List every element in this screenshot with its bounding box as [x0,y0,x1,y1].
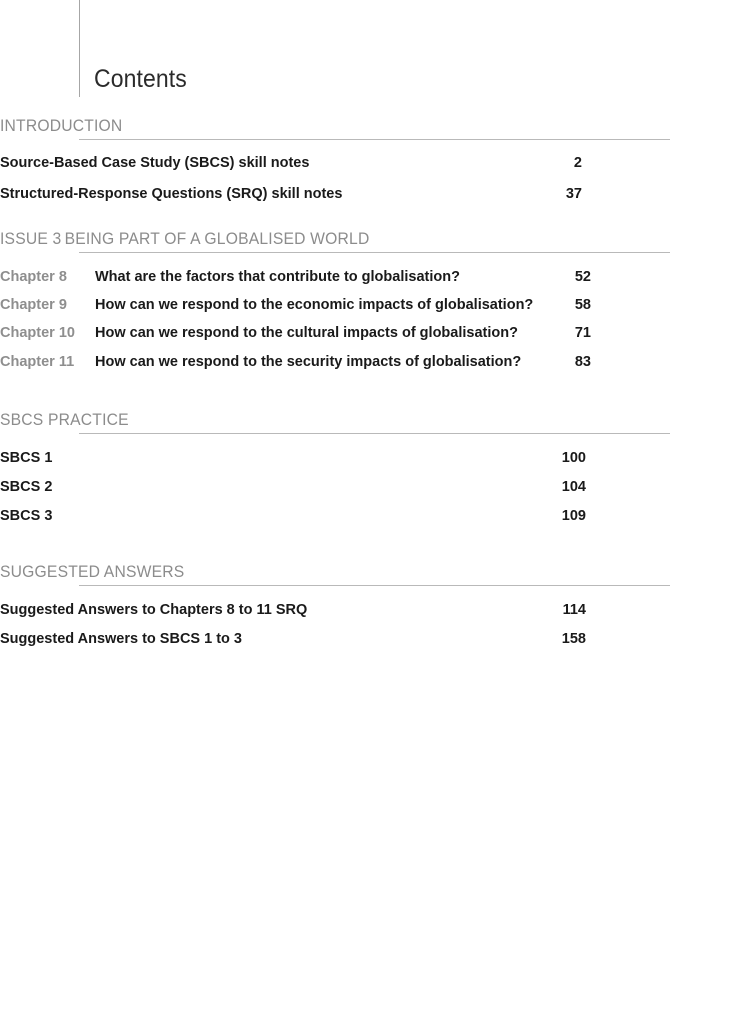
toc-entry-title: What are the factors that contribute to globalisation? [95,269,460,285]
toc-entry-page: 158 [561,631,586,647]
toc-entry-page: 37 [565,186,582,202]
toc-entry[interactable] [0,322,591,344]
toc-entry[interactable] [0,628,591,650]
heading-vertical-rule [79,0,80,97]
toc-entry-page: 2 [573,155,582,171]
toc-entry[interactable] [0,183,591,205]
toc-entry-title: Source-Based Case Study (SBCS) skill notes [0,155,310,171]
section-rule-suggested-answers [79,585,670,586]
toc-entry-title: Suggested Answers to Chapters 8 to 11 SRQ [0,602,308,618]
toc-entry[interactable] [0,266,591,288]
toc-entry-page: 83 [574,354,591,370]
toc-entry-page: 100 [561,450,586,466]
toc-entry-page: 71 [574,325,591,341]
toc-entry-chapter: Chapter 9 [0,297,67,313]
toc-entry-page: 104 [561,479,586,495]
toc-entry-chapter: Chapter 10 [0,325,75,341]
toc-entry-title: SBCS 2 [0,479,53,495]
section-header-introduction [0,116,561,136]
toc-entry[interactable] [0,294,591,316]
section-rule-sbcs-practice [79,433,670,434]
toc-entry-page: 114 [562,602,586,618]
toc-entry[interactable] [0,599,591,621]
toc-entry-title: SBCS 3 [0,508,53,524]
section-title-sbcs-practice: SBCS PRACTICE [0,411,129,429]
toc-entry-title: SBCS 1 [0,450,53,466]
toc-entry-title: Structured-Response Questions (SRQ) skill notes [0,186,343,202]
page-title: Contents [94,65,187,93]
toc-entry-chapter: Chapter 8 [0,269,67,285]
toc-entry-page: 109 [561,508,586,524]
section-issue-number: ISSUE 3 [0,230,62,248]
toc-entry[interactable] [0,351,591,373]
toc-entry[interactable] [0,505,591,527]
toc-entry-chapter: Chapter 11 [0,354,75,370]
toc-entry-title: Suggested Answers to SBCS 1 to 3 [0,631,242,647]
toc-entry[interactable] [0,476,591,498]
section-header-sbcs-practice [0,410,561,430]
toc-entry-page: 52 [574,269,591,285]
section-title-issue-3: BEING PART OF A GLOBALISED WORLD [64,230,370,248]
toc-entry-page: 58 [574,297,591,313]
toc-entry-title: How can we respond to the economic impacts of globalisation? [95,297,534,313]
toc-entry[interactable] [0,447,591,469]
toc-entry[interactable] [0,152,591,174]
section-header-issue-3 [0,229,561,249]
section-title-introduction: INTRODUCTION [0,117,123,135]
section-rule-introduction [79,139,670,140]
toc-entry-title: How can we respond to the cultural impacts of globalisation? [95,325,518,341]
section-rule-issue-3 [79,252,670,253]
toc-entry-title: How can we respond to the security impacts of globalisation? [95,354,522,370]
section-title-suggested-answers: SUGGESTED ANSWERS [0,563,185,581]
section-header-suggested-answers [0,562,561,582]
